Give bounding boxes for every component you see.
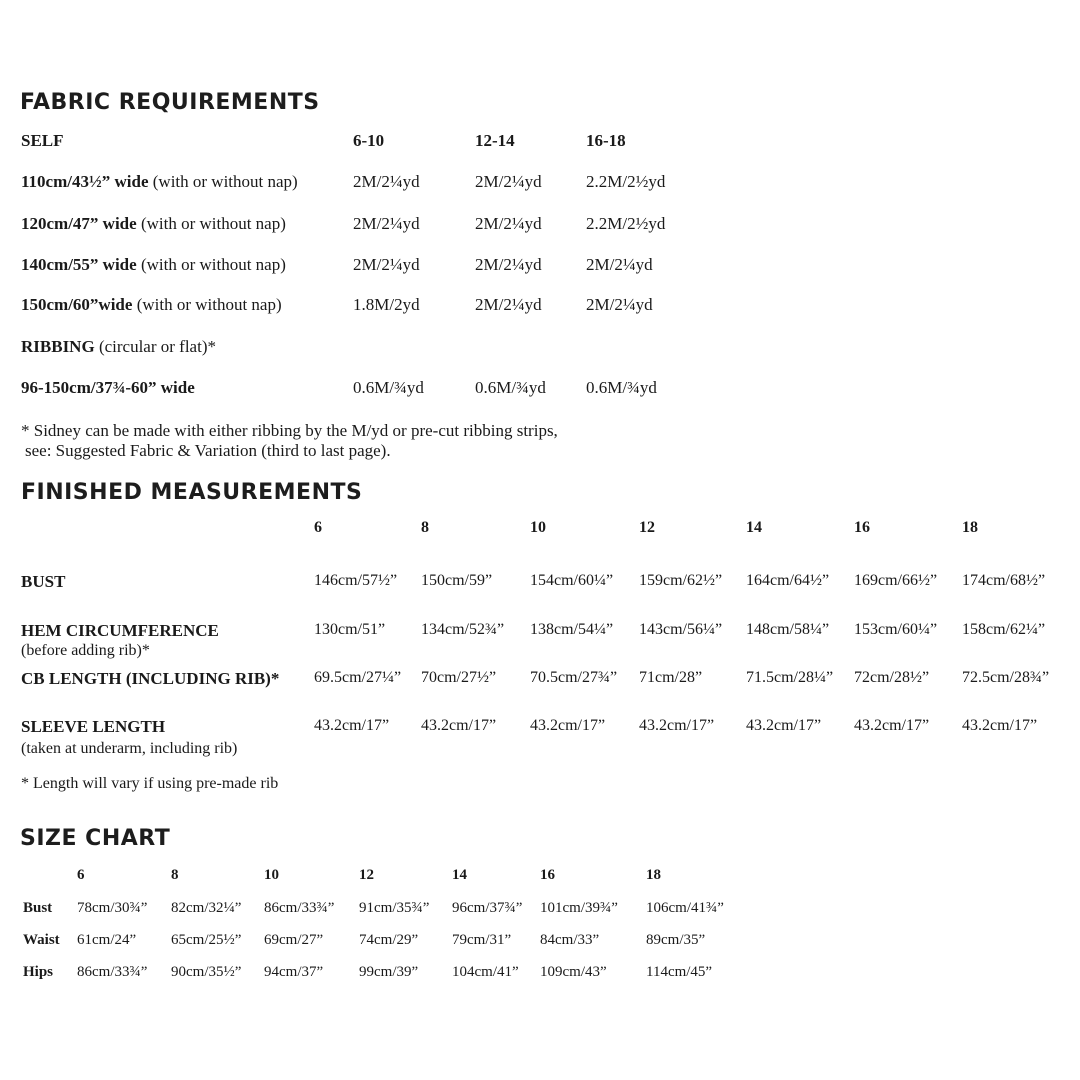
finished-note: * Length will vary if using pre-made rib [21,775,279,792]
size-chart-value: 84cm/33” [540,932,600,948]
finished-value: 138cm/54¼” [530,621,614,638]
size-chart-row-label: Bust [23,900,53,916]
fabric-value: 2.2M/2½yd [586,172,666,191]
fabric-row-label: 140cm/55” wide (with or without nap) [21,255,286,274]
finished-value: 146cm/57½” [314,572,398,589]
fabric-size-header: 16-18 [586,131,626,150]
size-chart-value: 74cm/29” [359,932,419,948]
finished-value: 158cm/62¼” [962,621,1046,638]
size-chart-size-header: 10 [264,867,279,883]
size-chart-value: 101cm/39¾” [540,900,618,916]
size-chart-size-header: 6 [77,867,85,883]
finished-value: 43.2cm/17” [421,717,497,734]
finished-value: 70cm/27½” [421,669,497,686]
fabric-row-label: 120cm/47” wide (with or without nap) [21,214,286,233]
finished-value: 150cm/59” [421,572,493,589]
finished-value: 148cm/58¼” [746,621,830,638]
finished-row-sublabel: (before adding rib)* [21,642,150,659]
finished-value: 43.2cm/17” [530,717,606,734]
finished-value: 43.2cm/17” [854,717,930,734]
fabric-row-label: 110cm/43½” wide (with or without nap) [21,172,298,191]
size-chart-value: 61cm/24” [77,932,137,948]
size-chart-size-header: 8 [171,867,179,883]
finished-value: 134cm/52¾” [421,621,505,638]
fabric-requirements-heading: FABRIC REQUIREMENTS [20,90,320,115]
finished-value: 72.5cm/28¾” [962,669,1050,686]
finished-row-label: BUST [21,572,66,591]
size-chart-size-header: 12 [359,867,374,883]
size-chart-value: 86cm/33¾” [77,964,148,980]
fabric-value: 2M/2¼yd [475,172,542,191]
finished-size-header: 18 [962,519,978,536]
ribbing-label: RIBBING (circular or flat)* [21,337,216,356]
fabric-value: 1.8M/2yd [353,295,420,314]
size-chart-value: 90cm/35½” [171,964,242,980]
finished-size-header: 6 [314,519,322,536]
finished-value: 70.5cm/27¾” [530,669,618,686]
self-label: SELF [21,131,64,150]
finished-size-header: 14 [746,519,762,536]
finished-value: 43.2cm/17” [639,717,715,734]
finished-measurements-heading: FINISHED MEASUREMENTS [21,480,363,505]
ribbing-value: 0.6M/¾yd [475,378,546,397]
finished-value: 69.5cm/27¼” [314,669,402,686]
size-chart-row-label: Hips [23,964,54,980]
finished-value: 154cm/60¼” [530,572,614,589]
size-chart-value: 94cm/37” [264,964,324,980]
finished-value: 43.2cm/17” [962,717,1038,734]
size-chart-value: 82cm/32¼” [171,900,242,916]
finished-value: 71.5cm/28¼” [746,669,834,686]
finished-row-label: SLEEVE LENGTH [21,717,166,736]
finished-value: 174cm/68½” [962,572,1046,589]
fabric-value: 2M/2¼yd [353,214,420,233]
size-chart-value: 91cm/35¾” [359,900,430,916]
finished-value: 72cm/28½” [854,669,930,686]
size-chart-row-label: Waist [23,932,60,948]
finished-value: 43.2cm/17” [314,717,390,734]
finished-value: 130cm/51” [314,621,386,638]
fabric-value: 2M/2¼yd [353,255,420,274]
finished-row-label: CB LENGTH (INCLUDING RIB)* [21,669,280,688]
fabric-value: 2M/2¼yd [586,295,653,314]
size-chart-value: 114cm/45” [646,964,713,980]
finished-value: 159cm/62½” [639,572,723,589]
fabric-size-header: 6-10 [353,131,385,150]
fabric-note-line2: see: Suggested Fabric & Variation (third to last page). [25,441,391,460]
size-chart-value: 78cm/30¾” [77,900,148,916]
size-chart-value: 69cm/27” [264,932,324,948]
size-chart-size-header: 14 [452,867,467,883]
finished-size-header: 8 [421,519,429,536]
finished-size-header: 16 [854,519,870,536]
finished-row-label: HEM CIRCUMFERENCE [21,621,219,640]
finished-value: 164cm/64½” [746,572,830,589]
finished-row-sublabel: (taken at underarm, including rib) [21,740,238,757]
size-chart-value: 99cm/39” [359,964,419,980]
fabric-value: 2M/2¼yd [353,172,420,191]
size-chart-value: 79cm/31” [452,932,512,948]
size-chart-value: 106cm/41¾” [646,900,724,916]
finished-value: 153cm/60¼” [854,621,938,638]
finished-size-header: 10 [530,519,546,536]
finished-value: 43.2cm/17” [746,717,822,734]
ribbing-row-label: 96-150cm/37¾-60” wide [21,378,195,397]
ribbing-value: 0.6M/¾yd [586,378,657,397]
fabric-value: 2M/2¼yd [586,255,653,274]
size-chart-value: 89cm/35” [646,932,706,948]
finished-size-header: 12 [639,519,655,536]
fabric-value: 2M/2¼yd [475,255,542,274]
size-chart-value: 104cm/41” [452,964,519,980]
finished-value: 143cm/56¼” [639,621,723,638]
fabric-value: 2.2M/2½yd [586,214,666,233]
fabric-note-line1: * Sidney can be made with either ribbing by the M/yd or pre-cut ribbing strips, [21,421,558,440]
finished-value: 169cm/66½” [854,572,938,589]
size-chart-value: 86cm/33¾” [264,900,335,916]
fabric-value: 2M/2¼yd [475,214,542,233]
size-chart-value: 109cm/43” [540,964,607,980]
size-chart-heading: SIZE CHART [20,826,171,851]
size-chart-size-header: 16 [540,867,555,883]
ribbing-value: 0.6M/¾yd [353,378,424,397]
size-chart-value: 65cm/25½” [171,932,242,948]
size-chart-size-header: 18 [646,867,661,883]
fabric-size-header: 12-14 [475,131,515,150]
fabric-row-label: 150cm/60”wide (with or without nap) [21,295,282,314]
finished-value: 71cm/28” [639,669,703,686]
fabric-value: 2M/2¼yd [475,295,542,314]
size-chart-value: 96cm/37¾” [452,900,523,916]
